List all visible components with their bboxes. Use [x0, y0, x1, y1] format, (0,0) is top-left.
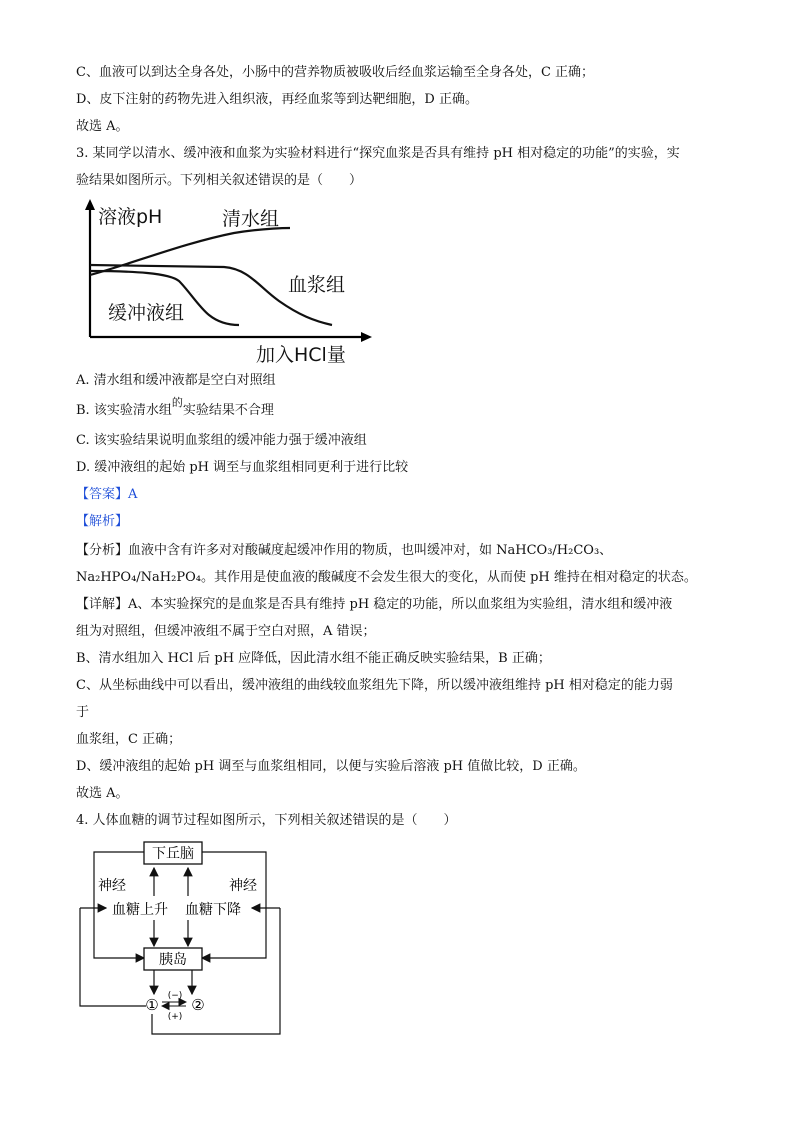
option-b-superscript: 的: [171, 396, 183, 409]
option-d: D. 缓冲液组的起始 pH 调至与血浆组相同更利于进行比较: [76, 460, 409, 475]
detail-line: 故选 A。: [76, 786, 129, 801]
detail-line: 于: [76, 705, 90, 720]
detail-line: B、清水组加入 HCl 后 pH 应降低，因此清水组不能正确反映实验结果，B 正确；: [76, 651, 551, 666]
node-1: ①: [145, 996, 159, 1014]
detail-line: 组为对照组，但缓冲液组不属于空白对照，A 错误；: [76, 624, 376, 639]
x-axis-arrow: [361, 332, 372, 342]
analysis-heading: [76, 513, 128, 531]
sugar-up-label: 血糖上升: [112, 902, 168, 918]
plus-sign: (+): [167, 1012, 183, 1022]
x-axis-label: 加入HCl量: [256, 344, 346, 365]
answer: [76, 486, 137, 504]
blood-sugar-diagram: [76, 838, 286, 1042]
option-b: [76, 396, 274, 420]
ph-chart: [74, 197, 374, 365]
y-axis-arrow: [85, 199, 95, 210]
hypothalamus-label: 下丘脑: [152, 846, 194, 862]
text-line: C、血液可以到达全身各处，小肠中的营养物质被吸收后经血浆运输至全身各处，C 正确；: [76, 65, 595, 80]
sugar-down-label: 血糖下降: [185, 902, 241, 918]
text-line: D、皮下注射的药物先进入组织液，再经血浆等到达靶细胞，D 正确。: [76, 92, 478, 107]
nerve-left-label: 神经: [98, 878, 126, 894]
analysis-tag: 【解析】: [76, 514, 129, 529]
text-line: 故选 A。: [76, 119, 129, 134]
option-b-text1: B. 该实验清水组: [76, 403, 172, 418]
water-label: 清水组: [222, 208, 280, 230]
detail-line: D、缓冲液组的起始 pH 调至与血浆组相同，以便与实验后溶液 pH 值做比较，D 正确。: [76, 759, 586, 774]
water-curve: [90, 228, 290, 275]
detail-line: C、从坐标曲线中可以看出，缓冲液组的曲线较血浆组先下降，所以缓冲液组维持 pH 相对稳定的能力弱: [76, 678, 673, 693]
node-2: ②: [191, 996, 205, 1014]
option-b-text2: 实验结果不合理: [182, 403, 274, 418]
minus-sign: (−): [167, 991, 183, 1001]
answer-text: 【答案】A: [76, 487, 138, 502]
detail-line: 血浆组，C 正确；: [76, 732, 182, 747]
question-3-stem: 3. 某同学以清水、缓冲液和血浆为实验材料进行“探究血浆是否具有维持 pH 相对稳定的功能”的实验，实: [76, 146, 680, 161]
y-axis-label: 溶液pH: [98, 206, 163, 228]
question-3-stem-cont: 验结果如图所示。下列相关叙述错误的是（ ）: [76, 173, 363, 188]
analysis-line: Na₂HPO₄/NaH₂PO₄。其作用是使血液的酸碱度不会发生很大的变化，从而使 pH 维持在相对稳定的状态。: [76, 570, 697, 585]
return-path-left: [80, 908, 146, 1006]
analysis-line: 【分析】血液中含有许多对对酸碱度起缓冲作用的物质，也叫缓冲对，如 NaHCO₃/H₂CO₃、: [76, 543, 613, 558]
pancreas-label: 胰岛: [159, 952, 187, 968]
question-4-stem: 4. 人体血糖的调节过程如图所示，下列相关叙述错误的是（ ）: [76, 813, 457, 828]
nerve-right-label: 神经: [229, 878, 257, 894]
plasma-label: 血浆组: [288, 274, 346, 296]
option-a: A. 清水组和缓冲液都是空白对照组: [76, 373, 276, 388]
detail-line: 【详解】A、本实验探究的是血浆是否具有维持 pH 稳定的功能，所以血浆组为实验组，清水组和缓冲液: [76, 597, 673, 612]
buffer-label: 缓冲液组: [108, 302, 185, 324]
option-c: C. 该实验结果说明血浆组的缓冲能力强于缓冲液组: [76, 433, 367, 448]
